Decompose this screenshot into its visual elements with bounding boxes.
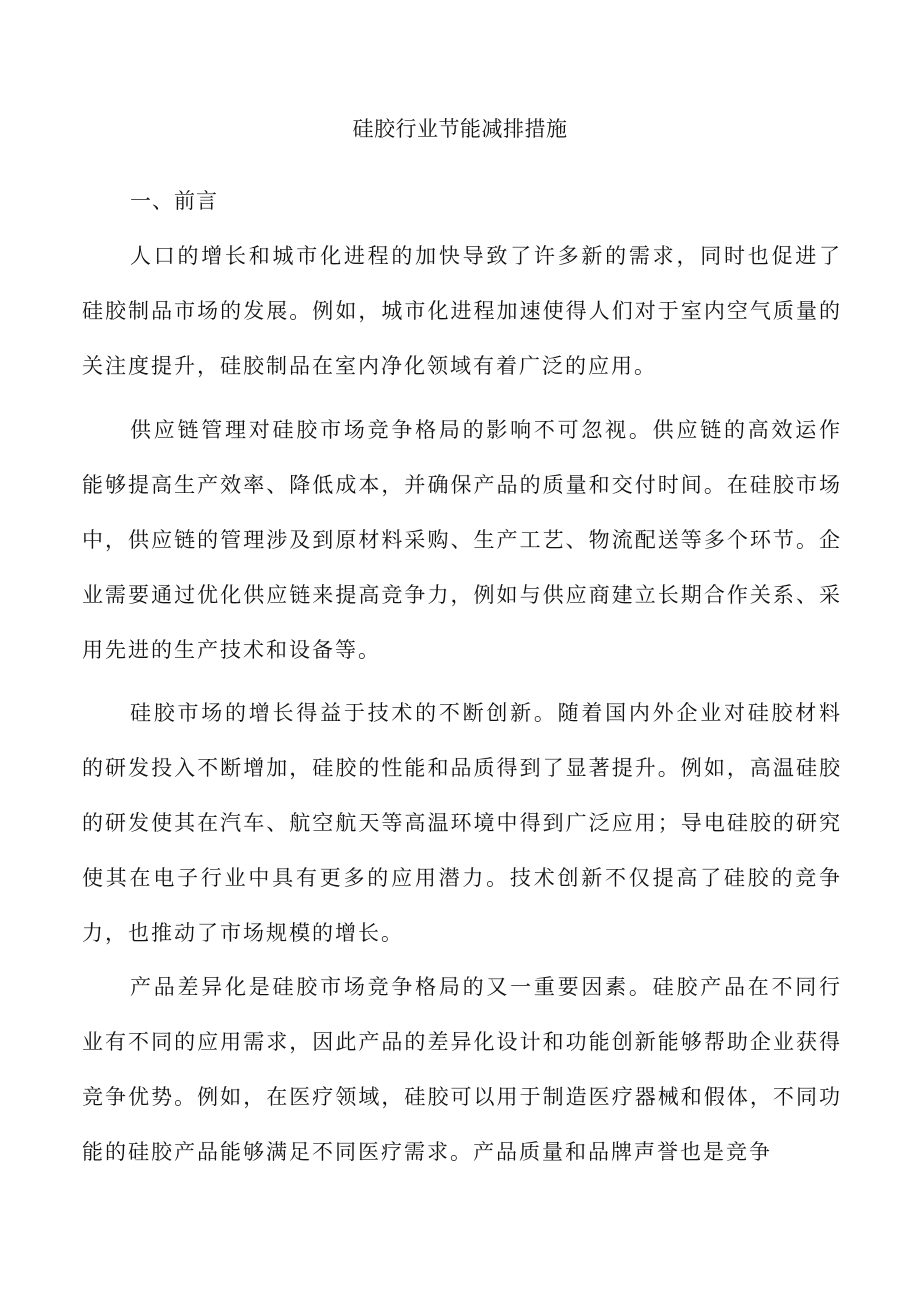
paragraph-3: 硅胶市场的增长得益于技术的不断创新。随着国内外企业对硅胶材料的研发投入不断增加，硅胶的性能和品质得到了显著提升。例如，高温硅胶的研发使其在汽车、航空航天等高温环境中得到广泛应用；导电硅胶的研究使其在电子行业中具有更多的应用潜力。技术创新不仅提高了硅胶的竞争力，也推动了市场规模的增长。 xyxy=(82,701,842,945)
document-title: 硅胶行业节能减排措施 xyxy=(352,117,568,141)
paragraph-1: 人口的增长和城市化进程的加快导致了许多新的需求，同时也促进了硅胶制品市场的发展。例如，城市化进程加速使得人们对于室内空气质量的关注度提升，硅胶制品在室内净化领域有着广泛的应用。 xyxy=(82,244,842,378)
section-heading: 一、前言 xyxy=(130,189,218,213)
paragraph-2: 供应链管理对硅胶市场竞争格局的影响不可忽视。供应链的高效运作能够提高生产效率、降低成本，并确保产品的质量和交付时间。在硅胶市场中，供应链的管理涉及到原材料采购、生产工艺、物流配送等多个环节。企业需要通过优化供应链来提高竞争力，例如与供应商建立长期合作关系、采用先进的生产技术和设备等。 xyxy=(82,418,842,662)
paragraph-4: 产品差异化是硅胶市场竞争格局的又一重要因素。硅胶产品在不同行业有不同的应用需求，因此产品的差异化设计和功能创新能够帮助企业获得竞争优势。例如，在医疗领域，硅胶可以用于制造医疗器械和假体，不同功能的硅胶产品能够满足不同医疗需求。产品质量和品牌声誉也是竞争 xyxy=(82,975,842,1164)
